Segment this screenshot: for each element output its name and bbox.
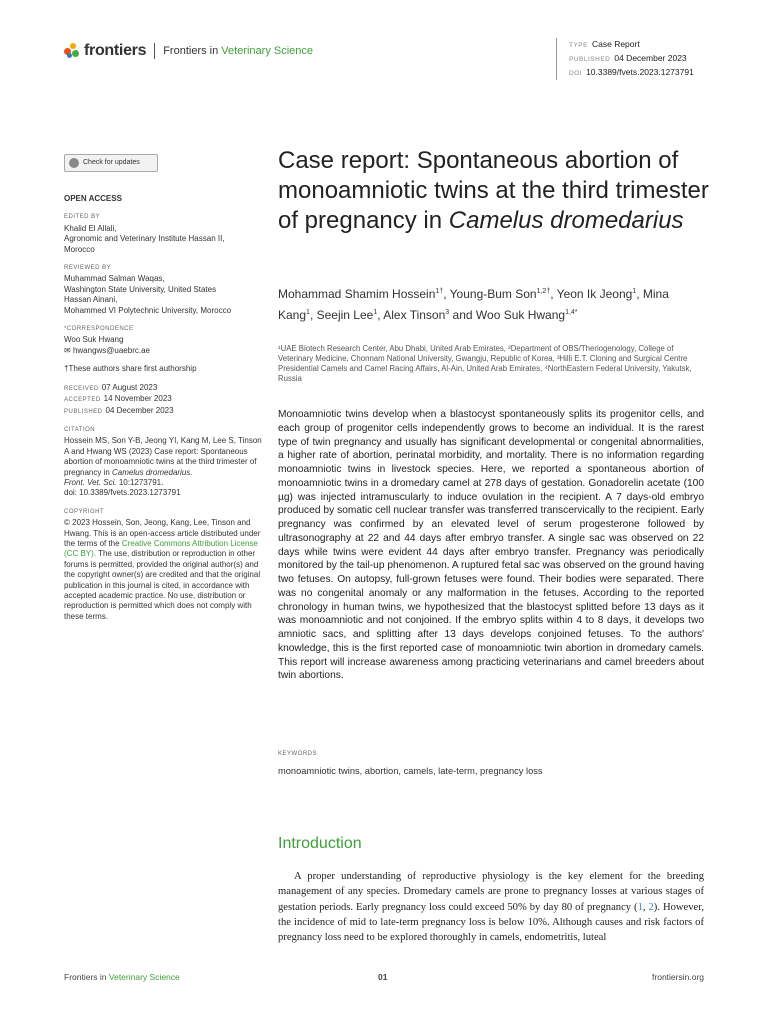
correspondence-email[interactable]: hwangws@uaebrc.ae (72, 345, 150, 355)
author-name[interactable]: Seejin Lee (316, 307, 374, 322)
type-value: Case Report (591, 39, 640, 49)
published-date: 04 December 2023 (105, 405, 174, 415)
author-separator: , (309, 307, 317, 322)
citation-text: Hossein MS, Son Y-B, Jeong YI, Kang M, Lee S, Tinson A and Hwang WS (2023) Case report: Spontaneous abortion of monoamniotic twins at the third trimester of pregnancy in (64, 436, 262, 477)
author-list (278, 283, 698, 324)
intro-text: A proper understanding of reproductive physiology is the key element for the breeding management of any species. Dromedary camels are prone to pregnancy losses at various stages of gestation periods. Early pregnancy loss could exceed 50% by day 80 of pregnancy ( (278, 871, 704, 913)
accepted-date: 14 November 2023 (103, 394, 172, 404)
open-access-label: OPEN ACCESS (64, 194, 122, 203)
journal-prefix: Frontiers in (163, 45, 219, 57)
published-label: PUBLISHED (64, 408, 103, 415)
intro-paragraph (278, 869, 704, 945)
author-name[interactable]: Woo Suk Hwang (475, 307, 566, 322)
edited-by-label: EDITED BY (64, 214, 101, 221)
published-label: PUBLISHED (569, 56, 611, 63)
author-separator: , (550, 287, 557, 301)
sidebar (64, 154, 264, 622)
license-link[interactable]: Creative Commons Attribution License (CC BY). (64, 538, 258, 559)
citation-link[interactable]: 1 (637, 901, 643, 913)
first-author-note: †These authors share first authorship (64, 364, 197, 374)
doi-value[interactable]: 10.3389/fvets.2023.1273791 (586, 67, 694, 77)
affiliations: ¹UAE Biotech Research Center, Abu Dhabi, United Arab Emirates, ²Department of OBS/Theriogenology, College of Veterinary Medicine, Chonnam National University, Gwangju, Republic of Korea, ³Hilli E.T. Cloning and Surgical Centre Presidential Camels and Camel Racing Affairs, Al-Ain, United Arab Emirates, ⁴NorthEastern Federal University, Yakutsk, Russia (278, 344, 692, 383)
article-meta (556, 38, 694, 80)
author-affiliation-marker: 1 (632, 288, 637, 295)
reviewer-line: Mohammed VI Polytechnic University, Morocco (64, 305, 232, 315)
frontiers-logo-icon (64, 43, 80, 59)
doi-label: DOI (569, 70, 583, 77)
title-main: Case report: Spontaneous abortion of monoamniotic twins at the third trimester of pregnancy in (278, 147, 709, 234)
citation-volume: 10:1273791. (116, 477, 164, 487)
author-affiliation-marker: 1,2† (536, 288, 551, 295)
correspondence (64, 335, 264, 356)
footer-journal-prefix: Frontiers in (64, 972, 107, 982)
page-number: 01 (378, 972, 388, 982)
author-separator: and (449, 307, 476, 322)
correspondence-name: Woo Suk Hwang (64, 335, 124, 345)
keywords-label: KEYWORDS (278, 751, 318, 757)
received-date: 07 August 2023 (101, 382, 158, 392)
footer-journal (64, 972, 180, 982)
author-name[interactable]: Alex Tinson (383, 307, 446, 322)
reviewed-by (64, 274, 264, 316)
reviewer-line: Muhammad Salman Waqas, (64, 274, 165, 284)
author-name[interactable]: Mina Kang (278, 287, 669, 322)
citation-separator: , (642, 901, 649, 913)
correspondence-email-row (64, 346, 264, 356)
check-updates-button[interactable] (64, 154, 158, 172)
reviewer-line: Hassan Ainani, (64, 295, 118, 305)
copyright-label: COPYRIGHT (64, 508, 105, 515)
dates (64, 383, 264, 417)
abstract: Monoamniotic twins develop when a blastocyst spontaneously splits its progenitor cells, and each group of progenitor cells independently grows to become an individual. It is the rarest type of twin pregnancy and usually has significant developmental or congenital abnormalities, a higher rate of abortion, perinatal morbidity, and mortality. There is no information regarding monoamniotic twins in livestock species. Here, we reported a spontaneous abortion of monoamniotic twins in a dromedary camel at 278 days of gestation. Gonadorelin acetate (100 µg) was injected intramuscularly to induce ovulation in the recipient. A 7 days-old embryo produced by somatic cell nuclear transfer was transferred transcervically to the recipient. Early pregnancy was confirmed by an elevated level of serum progesterone followed by ultrasonography at 22 and 44 days after embryo transfer. A single sac was observed on 22 days while twins were evident 44 days after embryo transfer. Pregnancy was periodically monitored by the tail-up phenomenon. A ruptured fetal sac was observed on the ground having two fetuses. On autopsy, full-grown fetuses were found. Their bodies were separated. There was no congenital anomaly or any malformation in the fetuses. According to the reported chronology in human twins, we hypothesized that the blastocyst splitted before 13 days as it was monoamniotic and not conjoined. If the embryo splits within 4 to 8 days, it develops two amniotic sacs, and splitting after 13 days develops conjoined fetuses. To the authors' knowledge, this is the first reported case of monoamniotic twin abortion in dromedary camels. This report will increase awareness among practicing veterinarians and camel breeders about twin abortions. (278, 409, 704, 682)
author-separator: , (443, 287, 450, 301)
editor-line: Khalid El Allali, (64, 223, 117, 233)
email-icon: ✉ (64, 345, 71, 355)
author-name[interactable]: Mohammad Shamim Hossein (278, 287, 436, 301)
author-affiliation-marker: 1 (373, 308, 378, 316)
correspondence-label: *CORRESPONDENCE (64, 326, 134, 333)
journal-name (163, 45, 313, 57)
logo-divider (154, 43, 155, 59)
copyright (64, 518, 264, 622)
author-separator: , (377, 307, 384, 322)
published-value: 04 December 2023 (614, 53, 687, 63)
citation-doi[interactable]: doi: 10.3389/fvets.2023.1273791 (64, 488, 181, 498)
reviewer-line: Washington State University, United States (64, 284, 217, 294)
type-label: TYPE (569, 42, 588, 49)
author-name[interactable]: Yeon Ik Jeong (556, 287, 633, 301)
editor-line: Morocco (64, 244, 95, 254)
intro-text-2: ). However, the incidence of mid to late-term pregnancy loss is below 10%. Although causes and risk factors of pregnancy loss need to be explored thoroughly in camels, endometritis, luteal (278, 901, 704, 944)
journal-logo[interactable] (64, 42, 313, 60)
author-affiliation-marker: 3 (445, 308, 450, 316)
editor-line: Agronomic and Veterinary Institute Hassan II, (64, 234, 225, 244)
author-affiliation-marker: 1† (435, 288, 444, 295)
citation-label: CITATION (64, 426, 96, 433)
author-affiliation-marker: 1 (306, 308, 310, 316)
author-name[interactable]: Young-Bum Son (449, 287, 537, 301)
section-heading: Introduction (278, 835, 362, 852)
copyright-text-2: The use, distribution or reproduction in other forums is permitted, provided the original author(s) and the copyright owner(s) are credited and that the original publication in this journal is cited, in accordance with accepted academic practice. No use, distribution or reproduction is permitted which does not comply with these terms. (64, 549, 261, 621)
update-check-icon (69, 158, 79, 168)
author-separator: , (636, 287, 643, 301)
brand-name: frontiers (84, 42, 147, 59)
journal-suffix: Veterinary Science (221, 45, 314, 57)
citation-journal: Front. Vet. Sci. (64, 477, 117, 487)
keywords: monoamniotic twins, abortion, camels, late-term, pregnancy loss (278, 766, 543, 776)
title-species: Camelus dromedarius (448, 207, 684, 234)
check-updates-label: Check for updates (83, 158, 140, 166)
citation-species: Camelus dromedarius. (112, 467, 193, 477)
article-title (278, 146, 718, 236)
footer-site-link[interactable]: frontiersin.org (652, 972, 704, 982)
citation-link[interactable]: 2 (648, 901, 654, 913)
footer-journal-suffix: Veterinary Science (108, 972, 180, 982)
citation (64, 436, 264, 498)
edited-by (64, 224, 264, 255)
accepted-label: ACCEPTED (64, 397, 101, 404)
copyright-text: © 2023 Hossein, Son, Jeong, Kang, Lee, Tinson and Hwang. This is an open-access article distributed under the terms of the (64, 518, 261, 548)
reviewed-by-label: REVIEWED BY (64, 265, 112, 272)
received-label: RECEIVED (64, 385, 99, 392)
author-affiliation-marker: 1,4* (565, 308, 578, 316)
